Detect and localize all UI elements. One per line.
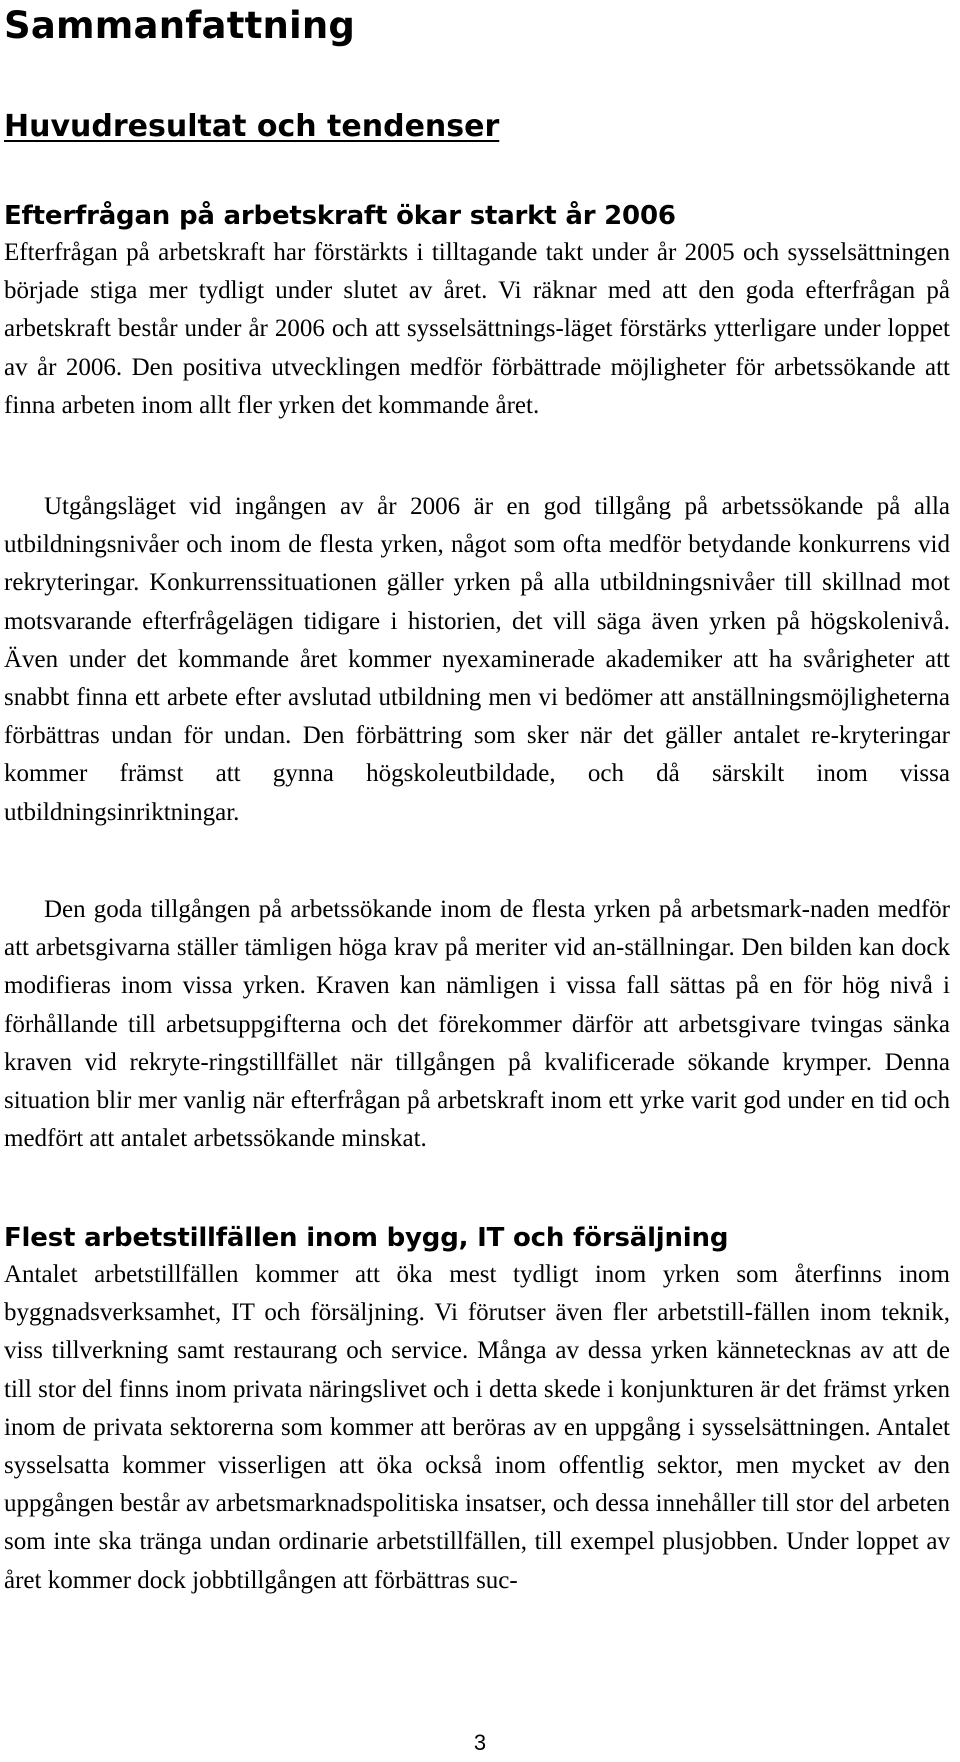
paragraph: Efterfrågan på arbetskraft har förstärkts i tilltagande takt under år 2005 och sysselsättningen började stiga mer tydligt under slutet av året. Vi räknar med att den goda efterfrågan på arbetskraft består under år 2006 och att sysselsättnings-läget förstärks ytterligare under loppet av år 2006. Den positiva utvecklingen medför förbättrade möjligheter för arbetssökande att finna arbeten inom allt fler yrken det kommande året. — [4, 239, 950, 419]
paragraph: Utgångsläget vid ingången av år 2006 är en god tillgång på arbetssökande på alla utbildningsnivåer och inom de flesta yrken, något som ofta medför betydande konkurrens vid rekryteringar. Konkurrenssituationen gäller yrken på alla utbildningsnivåer till skillnad mot motsvarande efterfrågelägen tidigare i historien, det vill säga även yrken på högskolenivå. Även under det kommande året kommer nyexaminerade akademiker att ha svårigheter att snabbt finna ett arbete efter avslutad utbildning men vi bedömer att anställningsmöjligheterna förbättras undan för undan. Den förbättring som sker när det gäller antalet re-kryteringar kommer främst att gynna högskoleutbildade, och då särskilt inom vissa utbildningsinriktningar. — [4, 493, 950, 826]
paragraph-block — [4, 488, 950, 832]
paragraph-block — [4, 891, 950, 1158]
subsection-heading: Efterfrågan på arbetskraft ökar starkt år 2006 — [4, 201, 676, 231]
page-number: 3 — [473, 1730, 487, 1755]
subsection-jobs — [4, 1220, 950, 1600]
subsection-heading: Flest arbetstillfällen inom bygg, IT och försäljning — [4, 1223, 729, 1253]
paragraph: Den goda tillgången på arbetssökande inom de flesta yrken på arbetsmark-naden medför att arbetsgivarna ställer tämligen höga krav på meriter vid an-ställningar. Den bilden kan dock modifieras inom vissa yrken. Kraven kan nämligen i vissa fall sättas på en för hög nivå i förhållande till arbetsuppgifterna och det förekommer därför att arbetsgivare tvingas sänka kraven vid rekryte-ringstillfället när tillgången på kvalificerade sökande krymper. Denna situation blir mer vanlig när efterfrågan på arbetskraft inom ett yrke varit god under en tid och medfört att antalet arbetssökande minskat. — [4, 896, 950, 1153]
document-title: Sammanfattning — [4, 4, 356, 47]
section-title: Huvudresultat och tendenser — [4, 109, 500, 144]
paragraph: Antalet arbetstillfällen kommer att öka mest tydligt inom yrken som återfinns inom byggnadsverksamhet, IT och försäljning. Vi förutser även fler arbetstill-fällen inom teknik, viss tillverkning samt restaurang och service. Många av dessa yrken kännetecknas av att de till stor del finns inom privata näringslivet och i detta skede i konjunkturen är det främst yrken inom de privata sektorerna som kommer att beröras av en uppgång i sysselsättningen. Antalet sysselsatta kommer visserligen att öka också inom offentlig sektor, men mycket av den uppgången består av arbetsmarknadspolitiska insatser, och dessa innehåller till stor del arbeten som inte ska tränga undan ordinarie arbetstillfällen, till exempel plusjobben. Under loppet av året kommer dock jobbtillgången att förbättras suc- — [4, 1261, 950, 1594]
subsection-demand — [4, 198, 950, 425]
